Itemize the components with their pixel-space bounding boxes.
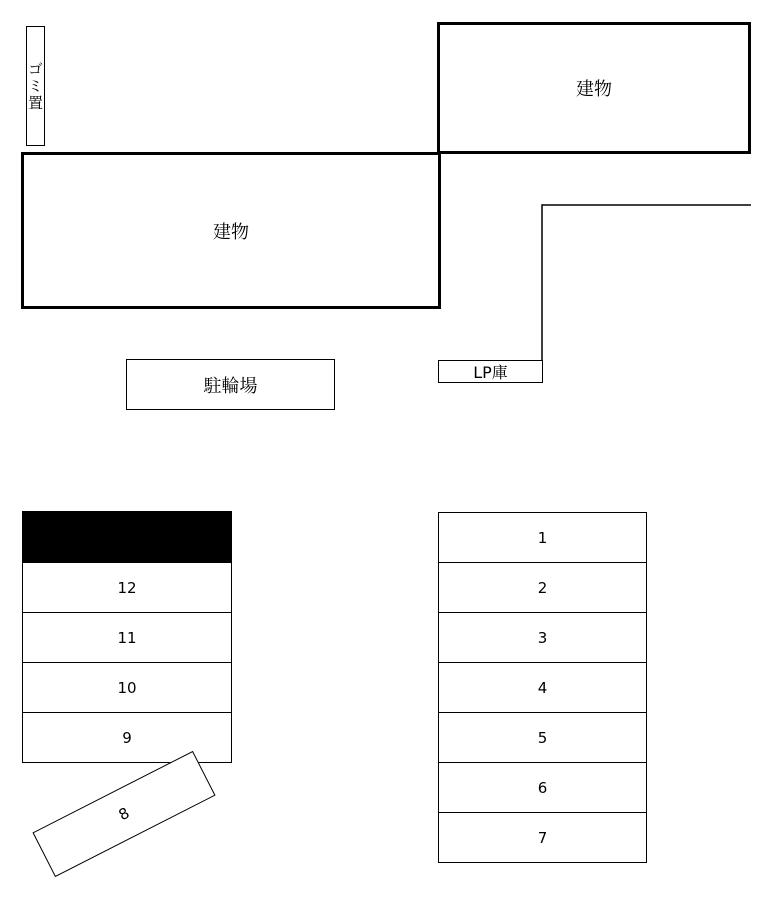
parking-space-3: 3 <box>438 612 647 663</box>
parking-space-1: 1 <box>438 512 647 563</box>
bicycle-parking <box>126 359 335 410</box>
bicycle-parking-label: 駐輪場 <box>203 375 258 397</box>
parking-space-9: 9 <box>22 712 232 763</box>
building-top-right-label: 建物 <box>576 79 612 100</box>
building-left-label: 建物 <box>213 221 249 243</box>
occupied-block <box>22 511 232 563</box>
garbage-station-label: ゴミ置 <box>26 60 44 112</box>
lp-storage <box>438 360 543 383</box>
parking-space-10: 10 <box>22 662 232 713</box>
parking-space-5: 5 <box>438 712 647 763</box>
parking-space-11: 11 <box>22 612 232 663</box>
parking-space-6: 6 <box>438 762 647 813</box>
parking-space-12: 12 <box>22 562 232 613</box>
parking-space-7: 7 <box>438 812 647 863</box>
parking-space-8-label: 8 <box>115 803 133 825</box>
parking-space-2: 2 <box>438 562 647 613</box>
lp-storage-label: LP庫 <box>473 363 508 382</box>
parking-space-4: 4 <box>438 662 647 713</box>
